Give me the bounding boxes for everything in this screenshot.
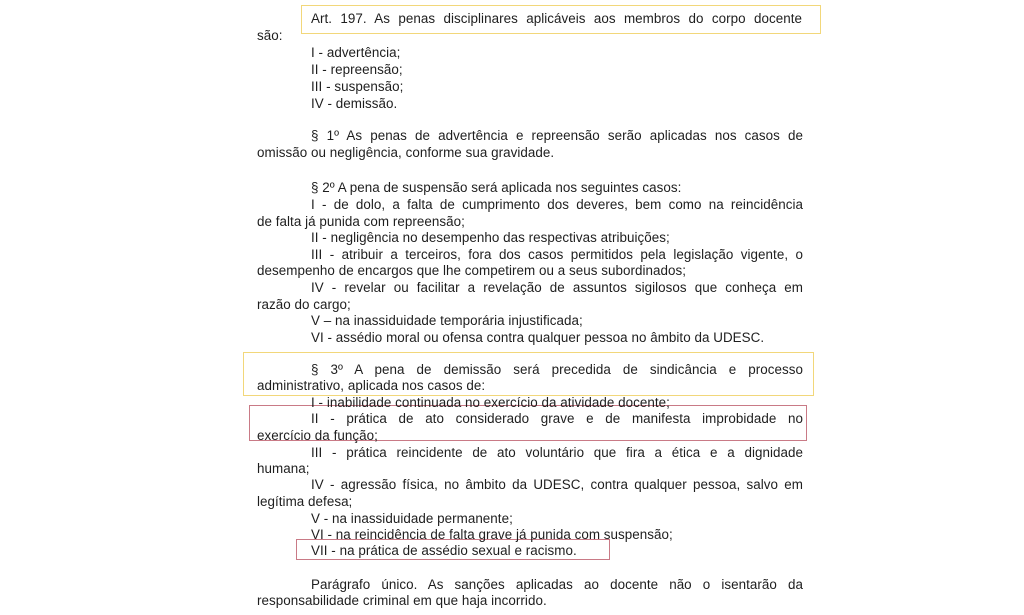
- paragraph-2-line: IV - revelar ou facilitar a revelação de assuntos sigilosos que conheça em: [311, 280, 803, 295]
- paragraph-3-line: VII - na prática de assédio sexual e racismo.: [311, 543, 577, 558]
- paragraph-2-line: III - atribuir a terceiros, fora dos casos permitidos pela legislação vigente, o: [311, 247, 803, 262]
- paragraph-3-line: I - inabilidade continuada no exercício da atividade docente;: [311, 395, 670, 410]
- list-item: I - advertência;: [311, 45, 401, 60]
- list-item: III - suspensão;: [311, 79, 404, 94]
- paragraph-2-line: desempenho de encargos que lhe competirem ou a seus subordinados;: [257, 263, 687, 278]
- paragraph-3-line: legítima defesa;: [257, 494, 353, 509]
- paragraph-2-line: V – na inassiduidade temporária injustificada;: [311, 313, 583, 328]
- paragraph-3-line: administrativo, aplicada nos casos de:: [257, 378, 486, 393]
- paragraph-2-line: II - negligência no desempenho das respectivas atribuições;: [311, 230, 670, 245]
- paragraph-2-line: razão do cargo;: [257, 297, 351, 312]
- paragraph-3-line: VI - na reincidência de falta grave já punida com suspensão;: [311, 527, 673, 542]
- paragraph-3-line: III - prática reincidente de ato voluntário que fira a ética e a dignidade: [311, 445, 803, 460]
- paragraph-3-line: II - prática de ato considerado grave e de manifesta improbidade no: [311, 411, 803, 426]
- paragraph-3-line: V - na inassiduidade permanente;: [311, 511, 513, 526]
- paragraph-2-line: VI - assédio moral ou ofensa contra qualquer pessoa no âmbito da UDESC.: [311, 330, 765, 345]
- paragraph-2-line: I - de dolo, a falta de cumprimento dos deveres, bem como na reincidência: [311, 197, 803, 212]
- paragraph-2-intro: § 2º A pena de suspensão será aplicada nos seguintes casos:: [311, 180, 682, 195]
- article-heading-line: são:: [257, 28, 283, 43]
- paragraph-1-line: § 1º As penas de advertência e repreensão serão aplicadas nos casos de: [311, 128, 803, 143]
- article-heading-line: Art. 197. As penas disciplinares aplicáveis aos membros do corpo docente: [311, 11, 802, 26]
- paragraph-3-line: exercício da função;: [257, 428, 378, 443]
- sole-paragraph-line: Parágrafo único. As sanções aplicadas ao docente não o isentarão da: [311, 577, 803, 592]
- paragraph-2-line: de falta já punida com repreensão;: [257, 214, 465, 229]
- list-item: II - repreensão;: [311, 62, 403, 77]
- paragraph-3-line: IV - agressão física, no âmbito da UDESC, contra qualquer pessoa, salvo em: [311, 477, 803, 492]
- paragraph-3-line: § 3º A pena de demissão será precedida de sindicância e processo: [311, 362, 803, 377]
- sole-paragraph-line: responsabilidade criminal em que haja incorrido.: [257, 593, 547, 608]
- paragraph-1-line: omissão ou negligência, conforme sua gravidade.: [257, 145, 555, 160]
- paragraph-3-line: humana;: [257, 461, 310, 476]
- list-item: IV - demissão.: [311, 96, 398, 111]
